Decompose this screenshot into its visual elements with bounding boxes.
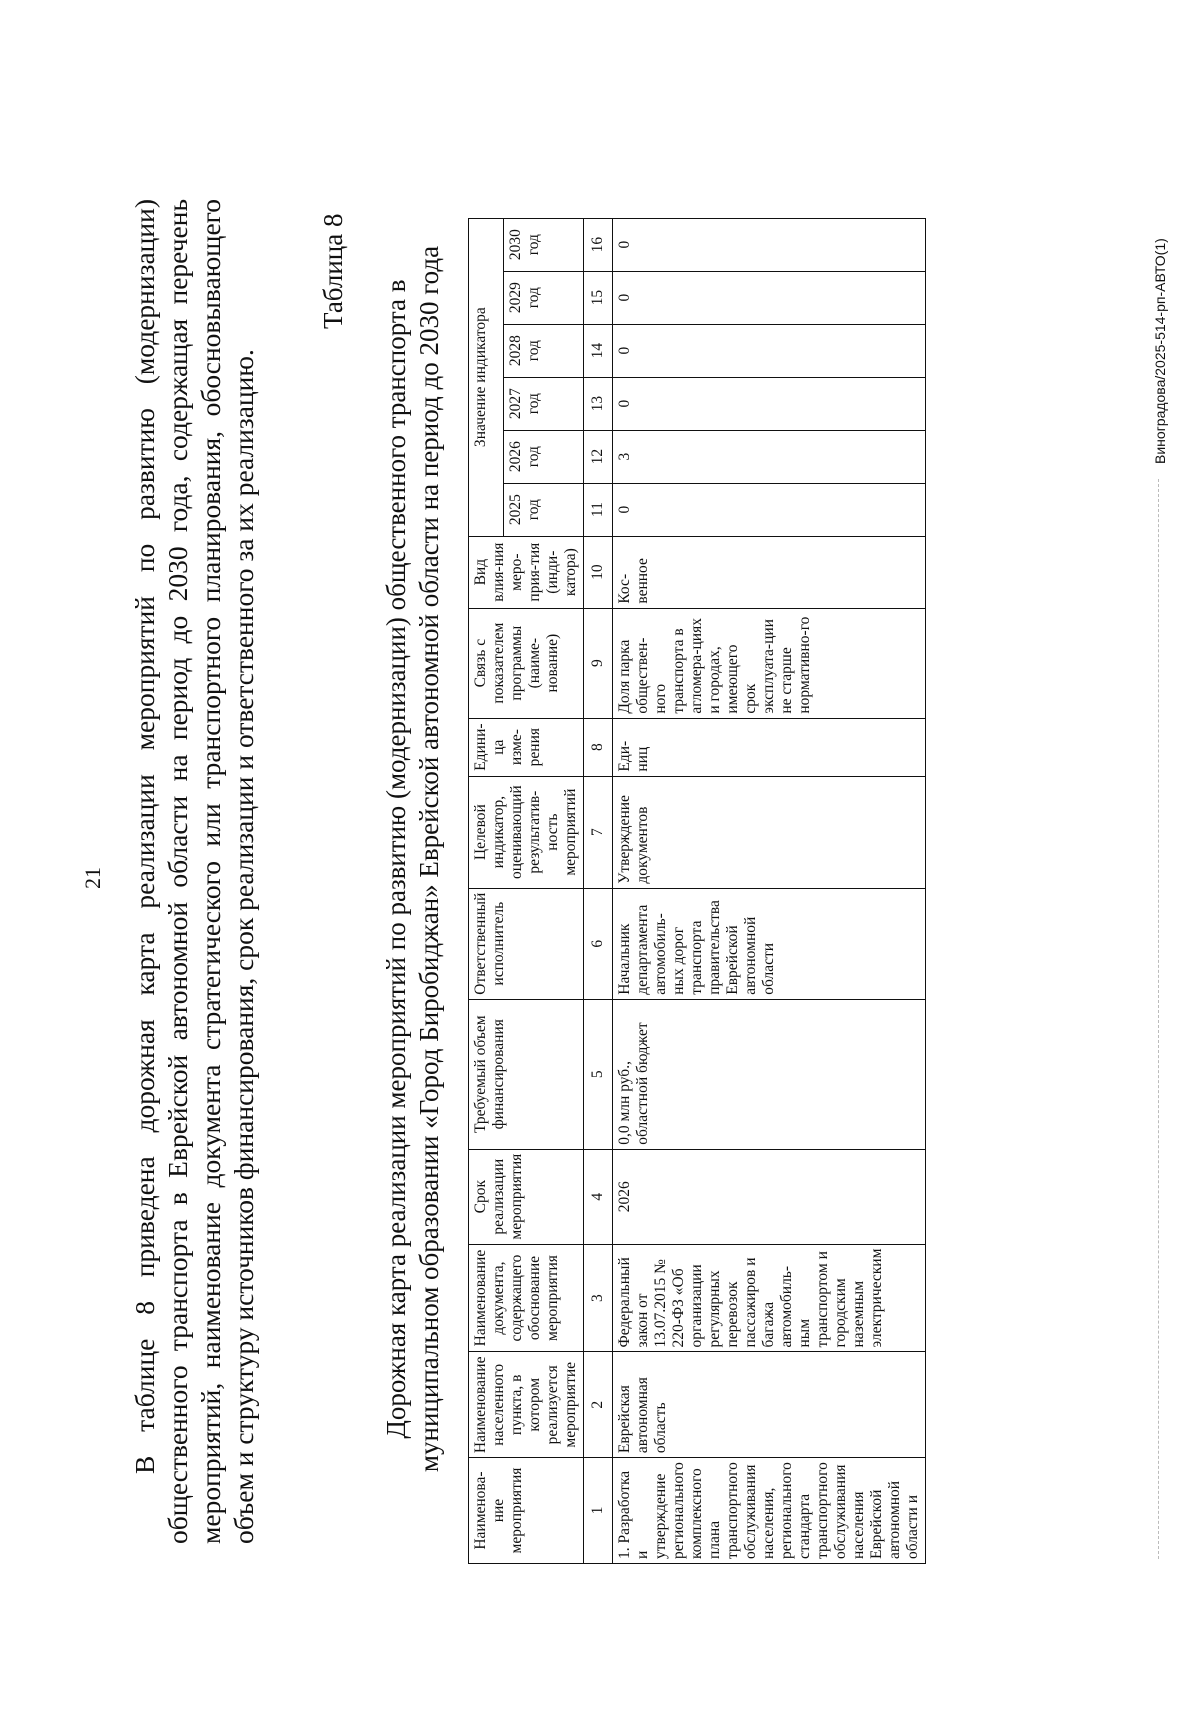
cell-funding: 0,0 млн руб., областной бюджет [613,999,926,1149]
column-number: 11 [584,483,613,536]
cell-value-2030: 0 [613,218,926,271]
cell-value-2026: 3 [613,430,926,483]
header-unit: Едини-ца изме-рения [469,718,584,776]
column-number-row [584,218,613,1563]
header-target-indicator: Целевой индикатор, оценивающий результатив-ность мероприятий [469,776,584,888]
cell-value-2027: 0 [613,377,926,430]
column-number: 3 [584,1244,613,1352]
cell-deadline: 2026 [613,1149,926,1244]
roadmap-table [468,218,926,1564]
header-influence-type: Вид влия-ния меро-прия-тия (инди-катора) [469,536,584,608]
header-document: Наименование документа, содержащего обоснование мероприятия [469,1244,584,1352]
column-number: 2 [584,1352,613,1458]
table-title [380,159,446,1559]
cell-influence-type: Кос-венное [613,536,926,608]
column-number: 14 [584,324,613,377]
column-number: 4 [584,1149,613,1244]
footer-reference: Виноградова/2025-514-рп-АВТО(1) [1152,238,1168,464]
column-number: 9 [584,608,613,718]
intro-paragraph: В таблице 8 приведена дорожная карта реализации мероприятий по развитию (модернизации) общественного транспорта в Еврейской автономной области на период до 2030 года, содержащая перечень мероприятий, наименование документа стратегического или транспортного планирования, обосновывающего объем и структуру источников финансирования, срок реализации и ответственного за их реализацию. [129,199,259,1544]
cell-event-name: 1. Разработка и утверждение регионального комплексного плана транспортного обслуживания населения, регионального стандарта транспортного обслуживания населения Еврейской автономной области и [613,1458,926,1564]
cell-document: Федеральный закон от 13.07.2015 № 220-ФЗ «Об организации регулярных перевозок пассажиров и багажа автомобиль-ным транспортом и городским наземным электрическим [613,1244,926,1352]
column-number: 16 [584,218,613,271]
column-number: 8 [584,718,613,776]
header-year-2027: 2027 год [503,377,583,430]
column-number: 1 [584,1458,613,1564]
header-year-2025: 2025 год [503,483,583,536]
cell-value-2025: 0 [613,483,926,536]
header-indicator-group: Значение индикатора [469,218,504,536]
column-number: 15 [584,271,613,324]
table-title-line-2: муниципальном образовании «Город Биробиджан» Еврейской автономной области на период до 2030 года [414,245,444,1473]
header-funding: Требуемый объем финансирования [469,999,584,1149]
column-number: 12 [584,430,613,483]
column-number: 10 [584,536,613,608]
cell-responsible: Начальник департамента автомобиль-ных дорог транспорта правительства Еврейской автономной области [613,888,926,999]
footer-divider [1158,479,1159,1559]
header-year-2028: 2028 год [503,324,583,377]
table-label: Таблица 8 [318,213,348,329]
cell-settlement: Еврейская автономная область [613,1352,926,1458]
column-number: 5 [584,999,613,1149]
header-responsible: Ответственный исполнитель [469,888,584,999]
cell-value-2028: 0 [613,324,926,377]
column-number: 6 [584,888,613,999]
header-event-name: Наименова-ние мероприятия [469,1458,584,1564]
column-number: 7 [584,776,613,888]
column-number: 13 [584,377,613,430]
header-deadline: Срок реализации мероприятия [469,1149,584,1244]
header-row [469,218,504,1563]
header-settlement: Наименование населенного пункта, в котором реализуется мероприятие [469,1352,584,1458]
header-year-2026: 2026 год [503,430,583,483]
table-title-line-1: Дорожная карта реализации мероприятий по развитию (модернизации) общественного транспорта в [381,279,411,1439]
cell-unit: Еди-ниц [613,718,926,776]
header-year-2030: 2030 год [503,218,583,271]
header-year-2029: 2029 год [503,271,583,324]
page-number: 21 [80,867,105,889]
header-program-link: Связь с показателем программы (наиме-нование) [469,608,584,718]
cell-target-indicator: Утверждение документов [613,776,926,888]
table-row [613,218,926,1563]
cell-program-link: Доля парка обществен-ного транспорта в агломера-циях и городах, имеющего срок эксплуата-ции не старше нормативно-го [613,608,926,718]
cell-value-2029: 0 [613,271,926,324]
